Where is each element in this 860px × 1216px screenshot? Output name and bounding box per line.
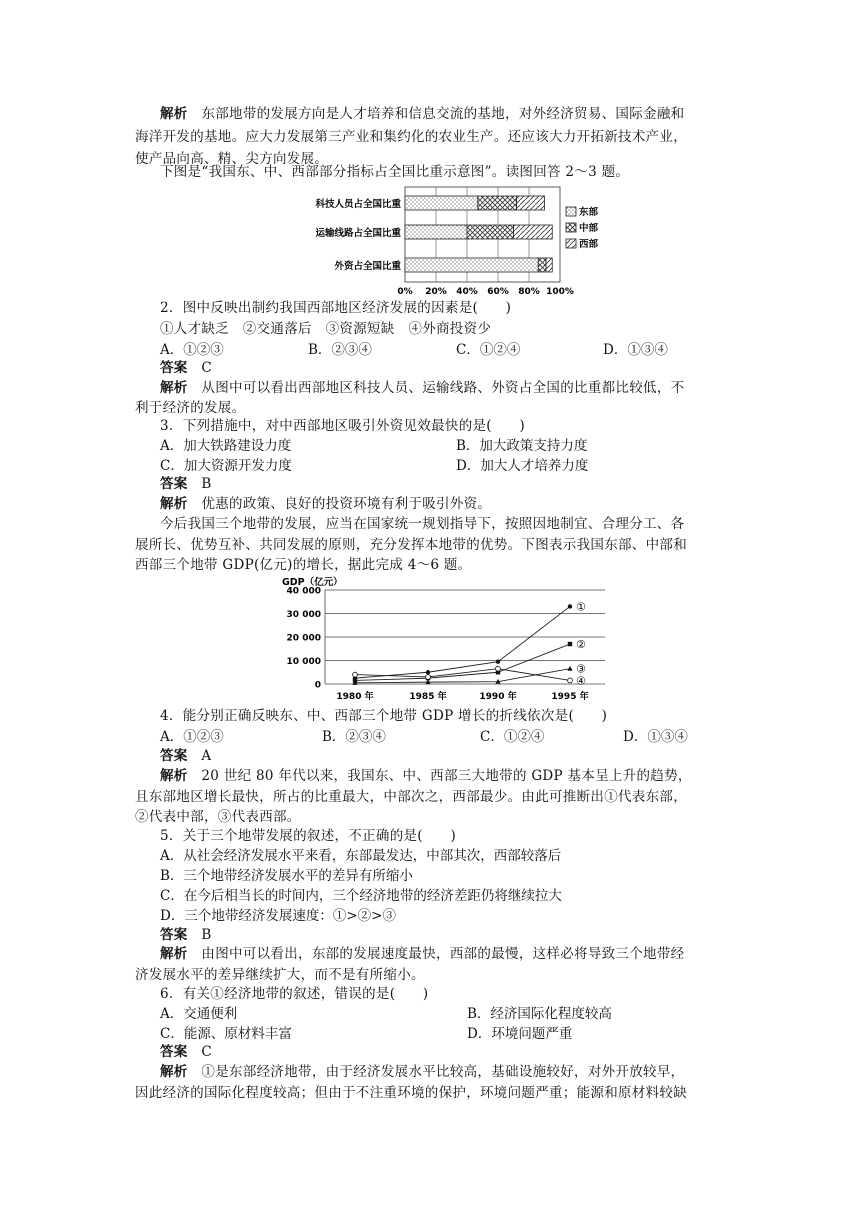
data-point — [568, 604, 572, 608]
passage-line-2: 展所长、优势互补、共同发展的原则，充分发挥本地带的优势。下图表示我国东部、中部和 — [135, 537, 687, 553]
analysis-label: 解析 — [160, 106, 188, 122]
y-tick-label: 40 000 — [286, 586, 321, 597]
q3-answer: 答案 B — [160, 476, 212, 492]
q6-option-b: B．经济国际化程度较高 — [467, 1006, 612, 1022]
q4-analysis-2: 且东部地区增长最快，所占的比重最大，中部次之，西部最少。由此可推断出①代表东部， — [135, 789, 687, 805]
q5-analysis-1: 解析 由图中可以看出，东部的发展速度最快，西部的最慢，这样必将导致三个地带经 — [160, 946, 685, 962]
bar-segment — [405, 196, 478, 210]
intro-line-1: 解析 东部地带的发展方向是人才培养和信息交流的基地，对外经济贸易、国际金融和 — [160, 106, 685, 122]
q4-analysis-3: ②代表中部，③代表西部。 — [135, 809, 301, 825]
q2-option-b: B．②③④ — [308, 342, 372, 358]
data-point — [496, 666, 501, 671]
q2-stem: 2．图中反映出制约我国西部地区经济发展的因素是( ) — [160, 300, 512, 316]
q3-option-d: D．加大人才培养力度 — [456, 458, 589, 474]
q2-option-a: A．①②③ — [160, 342, 224, 358]
bar-segment — [405, 225, 467, 239]
bar-segment — [538, 258, 546, 272]
x-tick-label: 80% — [518, 287, 540, 297]
q4-option-a: A．①②③ — [160, 729, 224, 745]
x-tick-label: 1995 年 — [551, 692, 589, 702]
q5-option-a: A．从社会经济发展水平来看，东部最发达，中部其次，西部较落后 — [160, 848, 562, 864]
bar-segment — [405, 258, 538, 272]
q4-option-b: B．②③④ — [322, 729, 386, 745]
intro-line-2: 海洋开发的基地。应大力发展第三产业和集约化的农业生产。还应该大力开拓新技术产业， — [135, 129, 687, 145]
series-label: ④ — [576, 674, 586, 688]
x-tick-label: 40% — [456, 287, 478, 297]
legend-swatch — [566, 223, 576, 232]
q2-analysis-1: 解析 从图中可以看出西部地区科技人员、运输线路、外资占全国的比重都比较低，不 — [160, 380, 685, 396]
data-point — [567, 666, 572, 671]
q4-analysis-1: 解析 20 世纪 80 年代以来，我国东、中、西部三大地带的 GDP 基本呈上升的趋势， — [160, 768, 692, 784]
data-point — [568, 678, 573, 683]
q6-option-d: D．环境问题严重 — [467, 1026, 573, 1042]
category-label: 外资占全国比重 — [334, 261, 401, 272]
q5-option-c: C．在今后相当长的时间内，三个经济地带的经济差距仍将继续拉大 — [160, 888, 562, 904]
q3-option-a: A．加大铁路建设力度 — [160, 438, 292, 454]
category-label: 科技人员占全国比重 — [315, 199, 401, 210]
bar-segment — [514, 225, 553, 239]
q3-option-c: C．加大资源开发力度 — [160, 458, 292, 474]
x-tick-label: 0% — [397, 287, 413, 297]
regional-share-chart — [280, 185, 610, 297]
q6-answer: 答案 C — [160, 1044, 213, 1060]
passage-line-1: 今后我国三个地带的发展，应当在国家统一规划指导下，按照因地制宜、合理分工、各 — [160, 516, 685, 532]
q6-option-c: C．能源、原材料丰富 — [160, 1026, 292, 1042]
q5-answer: 答案 B — [160, 927, 212, 943]
legend-swatch — [566, 239, 576, 248]
data-point — [426, 675, 431, 680]
legend-swatch — [566, 207, 576, 216]
legend-label: 东部 — [579, 207, 599, 218]
data-point — [353, 672, 358, 677]
y-tick-label: 10 000 — [286, 657, 321, 667]
series-line — [355, 606, 570, 678]
data-point — [568, 642, 572, 646]
fig1-intro: 下图是“我国东、中、西部部分指标占全国比重示意图”。读图回答 2～3 题。 — [160, 164, 630, 180]
x-tick-label: 1980 年 — [336, 692, 374, 702]
data-point — [496, 659, 500, 663]
q2-analysis-2: 利于经济的发展。 — [135, 400, 246, 416]
y-tick-label: 20 000 — [286, 633, 321, 644]
data-point — [426, 670, 430, 674]
x-tick-label: 1990 年 — [479, 692, 517, 702]
x-tick-label: 20% — [425, 287, 447, 297]
x-tick-label: 1985 年 — [409, 692, 447, 702]
gdp-line-chart — [270, 574, 610, 709]
q2-answer: 答案 C — [160, 360, 213, 376]
series-label: ② — [576, 638, 586, 652]
q2-option-d: D．①③④ — [603, 342, 668, 358]
x-tick-label: 100% — [546, 287, 574, 297]
y-tick-label: 0 — [314, 680, 321, 691]
q6-option-a: A．交通便利 — [160, 1006, 238, 1022]
q3-analysis: 解析 优惠的政策、良好的投资环境有利于吸引外资。 — [160, 496, 492, 512]
q5-option-b: B．三个地带经济发展水平的差异有所缩小 — [160, 868, 413, 884]
y-axis-label: GDP（亿元） — [282, 577, 343, 588]
series-label: ① — [576, 600, 586, 614]
intro-line-3: 使产品向高、精、尖方向发展。 — [135, 151, 329, 167]
q6-stem: 6．有关①经济地带的叙述，错误的是( ) — [160, 986, 429, 1002]
q4-answer: 答案 A — [160, 748, 212, 764]
y-tick-label: 30 000 — [286, 610, 321, 620]
x-tick-label: 60% — [487, 287, 509, 297]
q5-option-d: D．三个地带经济发展速度：①>②>③ — [160, 908, 396, 924]
q4-option-d: D．①③④ — [623, 729, 688, 745]
q2-items: ①人才缺乏 ②交通落后 ③资源短缺 ④外商投资少 — [160, 321, 492, 337]
q4-option-c: C．①②④ — [480, 729, 545, 745]
legend-label: 西部 — [579, 239, 599, 250]
passage-line-3: 西部三个地带 GDP(亿元)的增长，据此完成 4～6 题。 — [135, 557, 472, 573]
q3-stem: 3．下列措施中，对中西部地区吸引外资见效最快的是( ) — [160, 418, 526, 434]
q6-analysis-1: 解析 ①是东部经济地带，由于经济发展水平比较高，基础设施较好，对外开放较早， — [160, 1064, 685, 1080]
q5-stem: 5．关于三个地带发展的叙述，不正确的是( ) — [160, 828, 457, 844]
q2-option-c: C．①②④ — [456, 342, 521, 358]
q6-analysis-2: 因此经济的国际化程度较高；但由于不注重环境的保护，环境问题严重；能源和原材料较缺 — [135, 1085, 687, 1101]
bar-segment — [546, 258, 552, 272]
bar-segment — [517, 196, 545, 210]
category-label: 运输线路占全国比重 — [315, 228, 401, 239]
q4-stem: 4．能分别正确反映东、中、西部三个地带 GDP 增长的折线依次是( ) — [160, 708, 608, 724]
bar-segment — [467, 225, 514, 239]
q3-option-b: B．加大政策支持力度 — [456, 438, 588, 454]
q5-analysis-2: 济发展水平的差异继续扩大，而不是有所缩小。 — [135, 967, 425, 983]
bar-segment — [478, 196, 517, 210]
series-label: ③ — [576, 662, 586, 676]
legend-label: 中部 — [579, 223, 599, 234]
